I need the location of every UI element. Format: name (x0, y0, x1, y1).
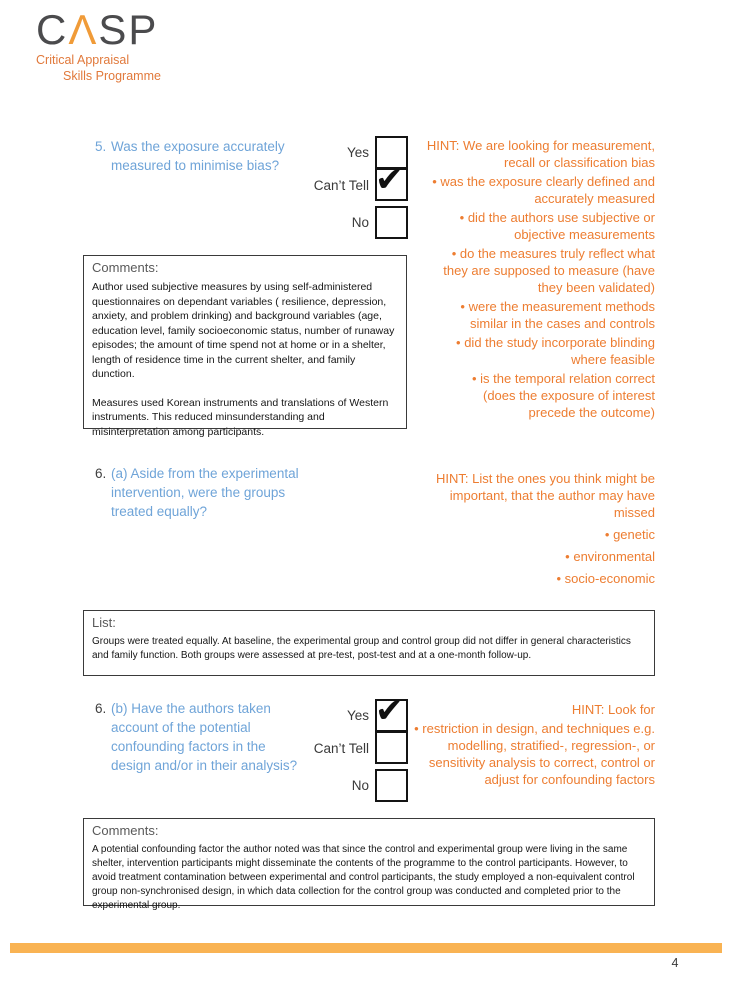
q5-hint-bullet-1 (385, 173, 655, 207)
question-6b-hint (385, 701, 655, 788)
q5-hint-bullet-3 (385, 245, 655, 296)
logo-subtitle-line2: Skills Programme (63, 68, 161, 83)
q6b-hint-lead (385, 701, 655, 718)
q6a-list-text: Groups were treated equally. At baseline, the experimental group and control group did not differ in general characteristics and family function. Both groups were assessed at pre-test, post-test and at a one-month follow-up. (92, 636, 631, 661)
question-6a-text: (a) Aside from the experimental intervention, were the groups treated equally? (111, 466, 299, 519)
hint-line: • genetic (604, 527, 655, 542)
hint-line: precede the outcome) (528, 405, 655, 420)
question-6b-text: (b) Have the authors taken account of the potential confounding factors in the design and/or in their analysis? (111, 701, 298, 773)
hint-line: accurately measured (534, 191, 655, 206)
hint-line: • do the measures truly reflect what (451, 246, 655, 261)
logo-letter-c: C (36, 6, 69, 53)
q6b-comments-label: Comments: (92, 823, 159, 838)
hint-line: they are supposed to measure (have (443, 263, 655, 278)
casp-logo-wordmark (36, 6, 161, 53)
question-5 (95, 137, 311, 175)
logo-caret-icon: Λ (68, 6, 99, 53)
hint-line: • were the measurement methods (460, 299, 655, 314)
hint-line: • environmental (565, 549, 655, 564)
hint-line: • did the study incorporate blinding (456, 335, 655, 350)
hint-line: objective measurements (514, 227, 655, 242)
q5-option-no-label: No (351, 215, 369, 230)
q5-option-yes-label: Yes (346, 145, 369, 160)
q6b-comments-box[interactable] (83, 818, 655, 911)
q5-comments-paragraph-2: Measures used Korean instruments and translations of Western instruments. This reduced minsunderstanding and misinterpretation among participants. (92, 396, 389, 438)
q6a-list-label: List: (92, 615, 116, 630)
hint-line: • was the exposure clearly defined and (432, 174, 655, 189)
hint-line: recall or classification bias (503, 155, 655, 170)
logo-subtitle (36, 53, 161, 84)
q5-comments-paragraph-1: Author used subjective measures by using self-administered questionnaires on dependant variables ( resilience, depression, anxiety, and problem drinking) and background variables (age, education level, family socioeconomic status, number of runaway episodes; the amount of time spend not at home or in a shelter, length of residence time in the current shelter, and family dunction. (92, 281, 395, 380)
q5-hint-bullet-5 (385, 334, 655, 368)
q6a-hint-bullet-3 (385, 570, 655, 587)
checkmark-icon: ✔ (375, 691, 404, 731)
hint-line: similar in the cases and controls (470, 316, 655, 331)
question-5-text: Was the exposure accurately measured to minimise bias? (111, 139, 285, 173)
q6b-option-yes-label: Yes (346, 708, 369, 723)
checkmark-icon: ✔ (375, 160, 404, 200)
hint-line: HINT: We are looking for measurement, (426, 138, 655, 153)
question-5-number: 5. (95, 139, 107, 154)
hint-line: important, that the author may have (449, 488, 655, 503)
q5-hint-bullet-6 (385, 370, 655, 421)
hint-line: where feasible (571, 352, 655, 367)
hint-line: • restriction in design, and techniques e.g. (414, 721, 655, 736)
hint-line: • is the temporal relation correct (471, 371, 655, 386)
q5-comments-box[interactable] (83, 255, 407, 438)
hint-line: (does the exposure of interest (483, 388, 655, 403)
hint-line: sensitivity analysis to correct, control or (428, 755, 655, 770)
hint-line: missed (613, 505, 655, 520)
q6b-hint-bullet-1 (385, 720, 655, 788)
hint-line: they been validated) (537, 280, 655, 295)
hint-line: HINT: Look for (571, 702, 655, 717)
question-6a-number: 6. (95, 466, 107, 481)
question-6b-number: 6. (95, 701, 107, 716)
question-6b (95, 699, 307, 775)
hint-line: • did the authors use subjective or (459, 210, 655, 225)
logo-letters-sp: SP (98, 6, 159, 53)
q5-option-cant-tell-label: Can’t Tell (313, 178, 369, 193)
q6a-hint-bullet-2 (385, 548, 655, 565)
q5-comments-label: Comments: (92, 260, 159, 275)
casp-logo (36, 6, 161, 84)
footer-accent-bar (10, 943, 722, 953)
q6a-hint-lead (385, 470, 655, 521)
q6b-option-cant-tell-label: Can’t Tell (313, 741, 369, 756)
hint-line: • socio-economic (556, 571, 655, 586)
question-6a (95, 464, 307, 521)
q5-hint-bullet-2 (385, 209, 655, 243)
q5-hint-bullet-4 (385, 298, 655, 332)
q5-hint-lead (385, 137, 655, 171)
q6b-comments-text: A potential confounding factor the author noted was that since the control and experimental group were living in the same shelter, intervention participants might disseminate the contents of the programme to the control participants. However, to avoid treatment contamination between experimental and control participants, the study employed a non-equivalent control group non-synchronised design, in which data collection for the control group was conducted and completed prior to the experimental group. (92, 844, 635, 911)
question-6a-hint (385, 470, 655, 587)
page-number: 4 (671, 956, 679, 970)
logo-subtitle-line1: Critical Appraisal (36, 53, 130, 67)
question-5-hint (385, 137, 655, 421)
hint-line: modelling, stratified-, regression-, or (447, 738, 655, 753)
q6a-hint-bullet-1 (385, 526, 655, 543)
q6a-list-box[interactable] (83, 610, 655, 676)
hint-line: adjust for confounding factors (484, 772, 655, 787)
hint-line: HINT: List the ones you think might be (436, 471, 655, 486)
q6b-option-no-label: No (351, 778, 369, 793)
